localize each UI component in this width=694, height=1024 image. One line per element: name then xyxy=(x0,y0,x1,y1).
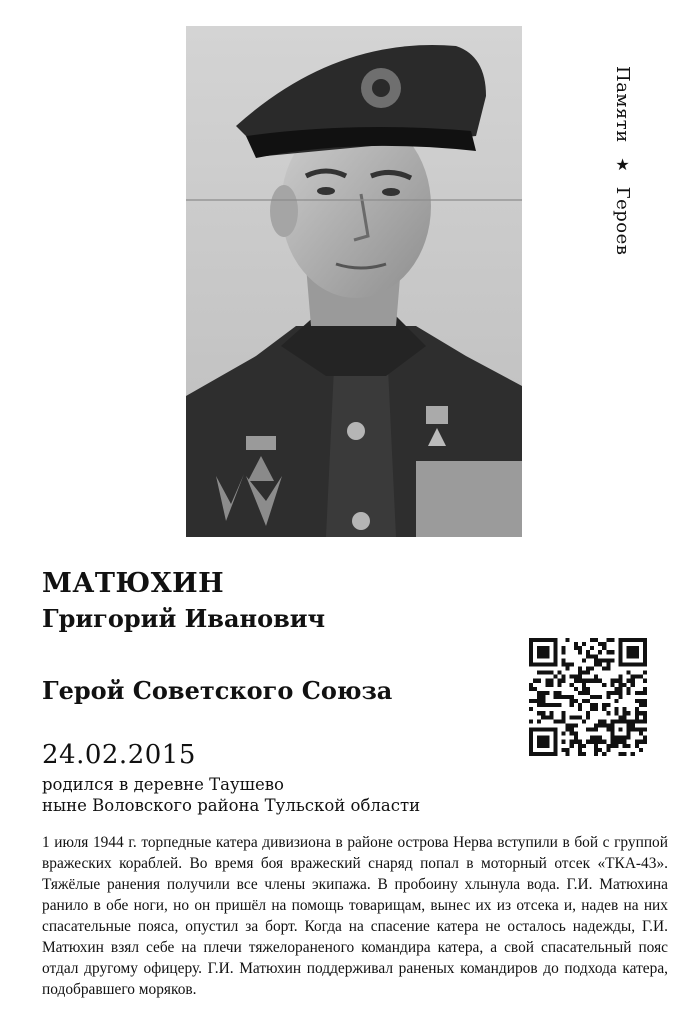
surname: МАТЮХИН xyxy=(42,568,225,599)
series-label-word-1: Памяти xyxy=(612,66,633,143)
series-label-word-2: Героев xyxy=(612,186,633,256)
qr-code-image xyxy=(528,638,648,756)
date: 24.02.2015 xyxy=(42,740,196,770)
star-icon: ★ xyxy=(613,154,632,175)
birthplace-line-1: родился в деревне Таушево xyxy=(42,775,284,794)
hero-title: Герой Советского Союза xyxy=(42,676,393,705)
portrait-photo xyxy=(186,26,522,537)
given-names: Григорий Иванович xyxy=(42,604,326,633)
biography-text: 1 июля 1944 г. торпедные катера дивизиона в районе острова Нерва вступили в бой с группой вражеских кораблей. Во время боя вражеский снаряд попал в моторный отсек «ТКА-43». Тяжёлые ранения получили все члены экипажа. В пробоину хлынула вода. Г.И. Матюхина ранило в обе ноги, но он пришёл на помощь товарищам, вынес их из отсека и, надев на них спасательные пояса, опустил за борт. Когда на спасение катера не осталось надежды, Г.И. Матюхин взял себе на плечи тяжелораненого командира катера, а свой спасательный пояс отдал другому офицеру. Г.И. Матюхин поддерживал раненых командиров до подхода катера, подобравшего моряков. xyxy=(42,834,668,998)
series-label xyxy=(612,66,633,255)
qr-code[interactable] xyxy=(528,638,648,756)
birthplace-line-2: ныне Воловского района Тульской области xyxy=(42,796,421,815)
portrait-illustration xyxy=(186,26,522,537)
